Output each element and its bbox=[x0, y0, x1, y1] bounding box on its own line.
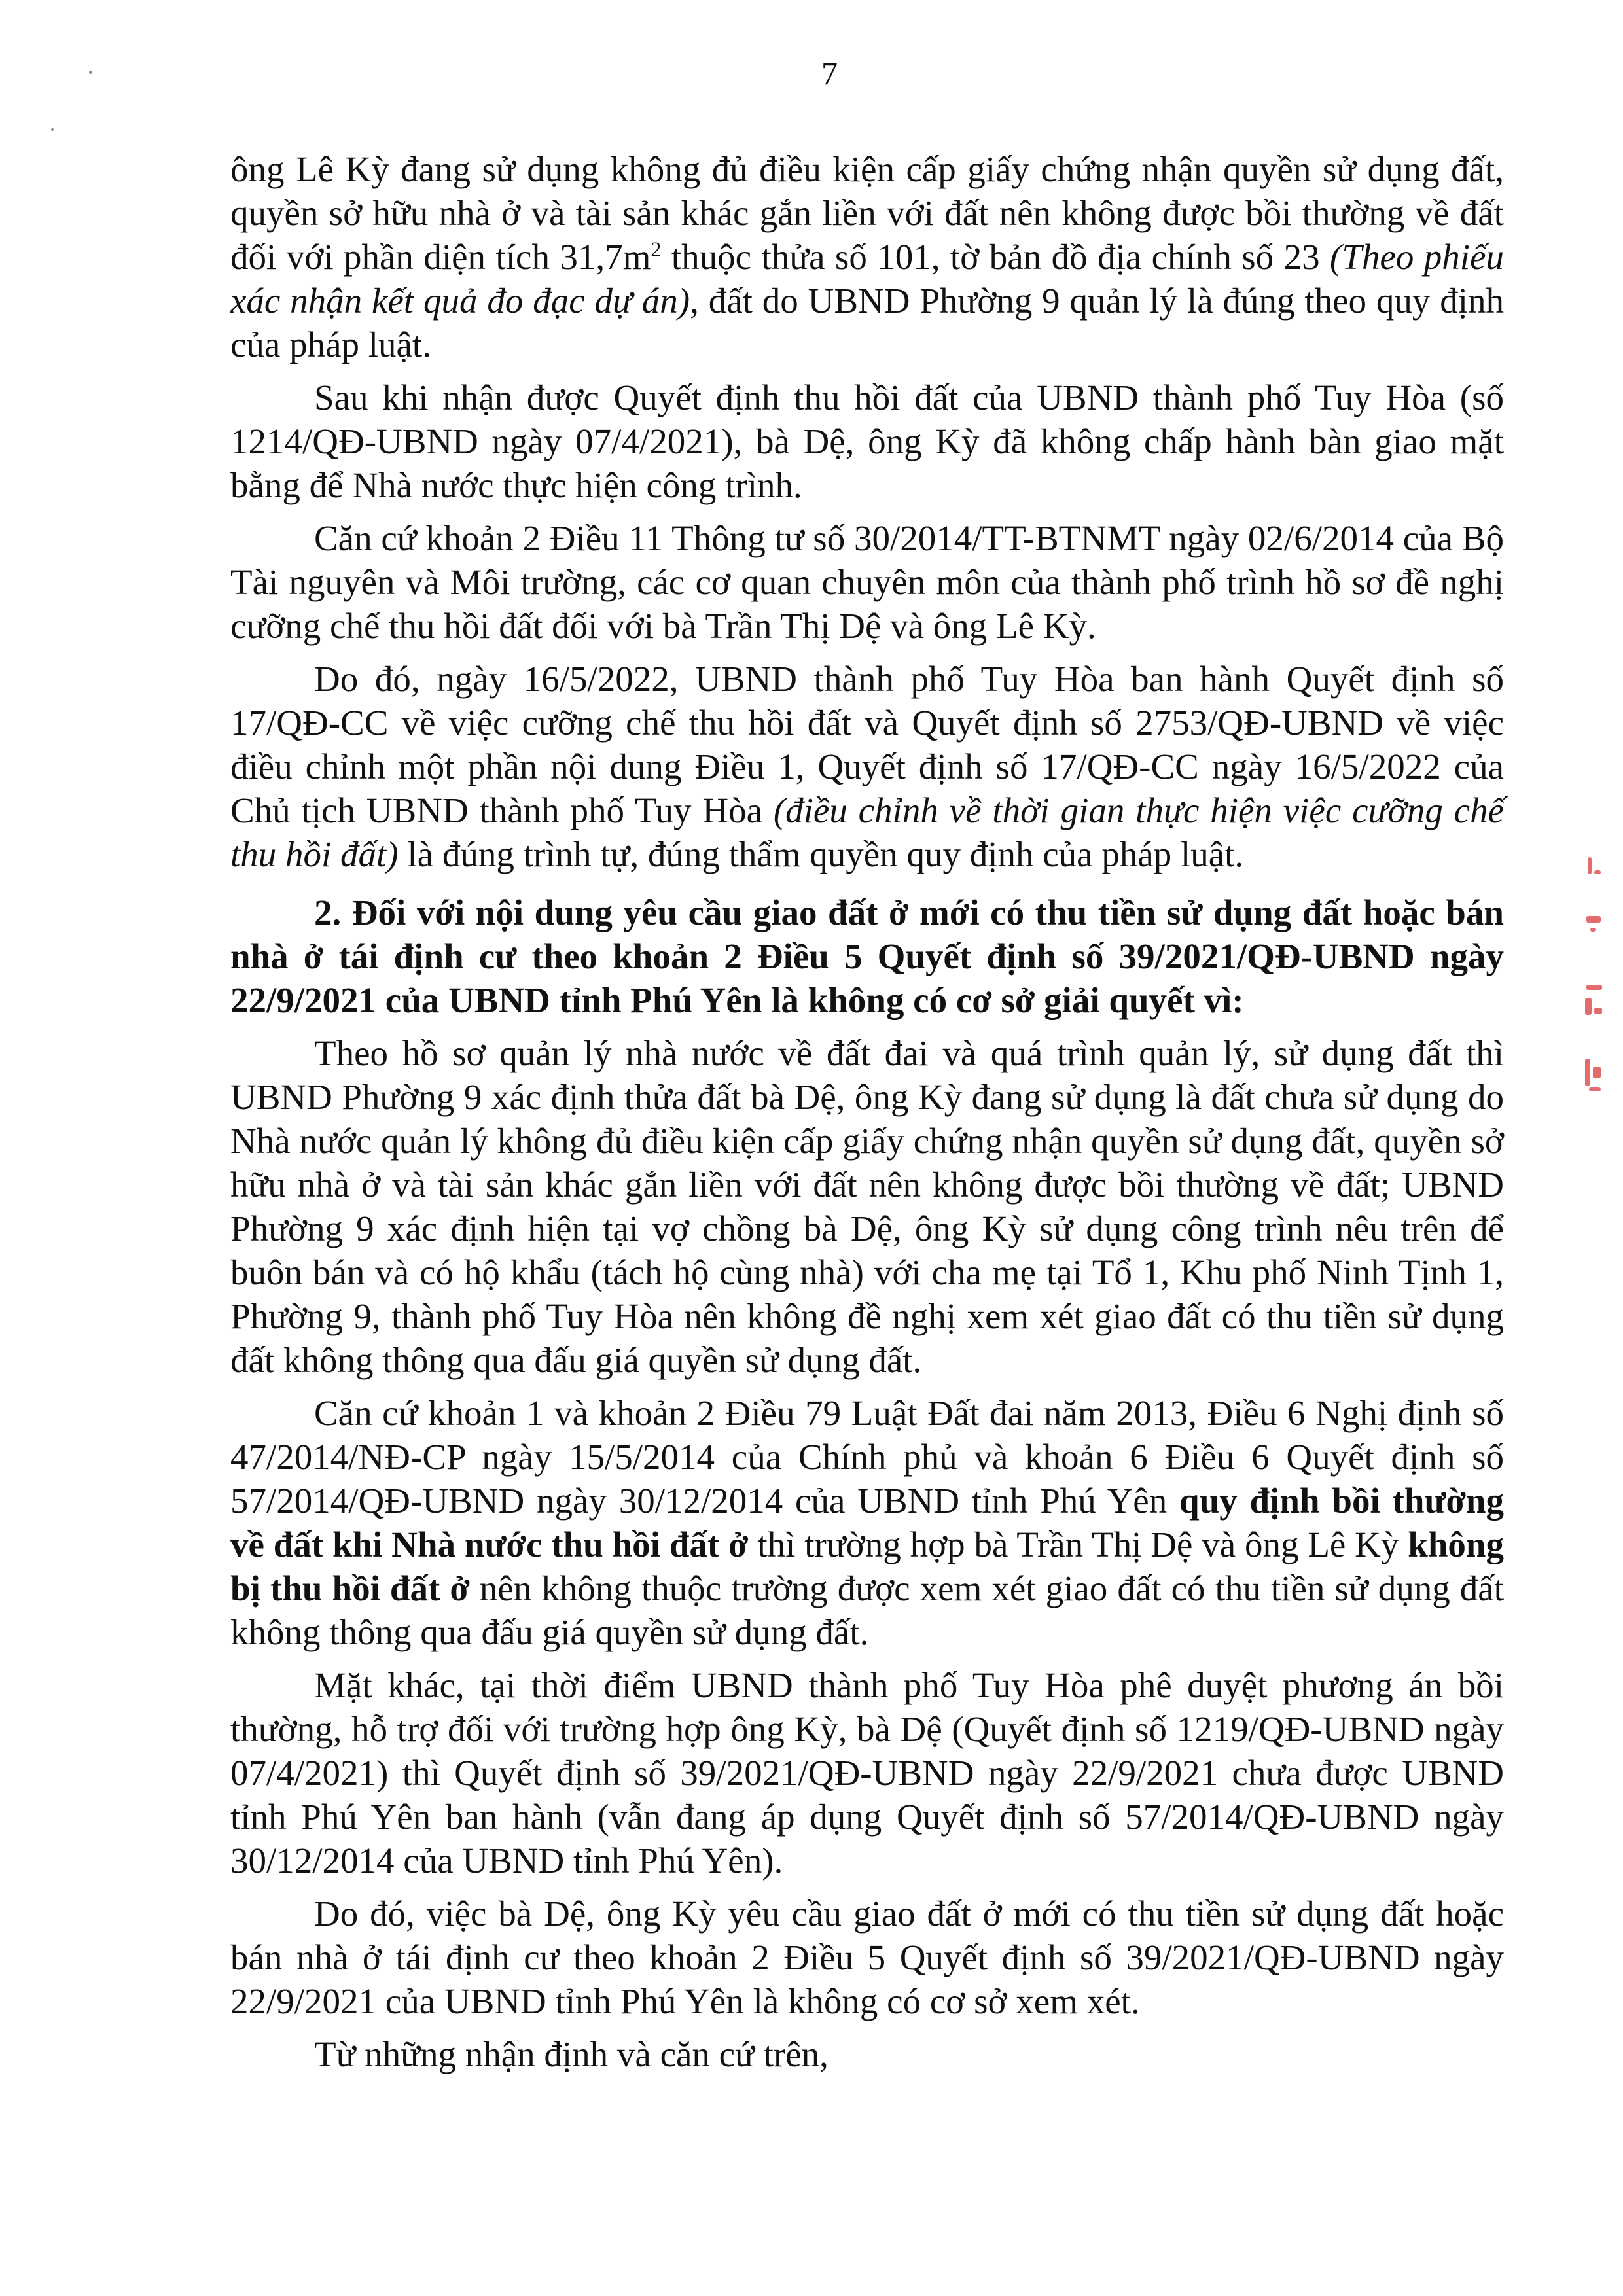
bold-phrase: quy định bồi thường về đất khi Nhà nước thu hồi đất ở bbox=[230, 1481, 1504, 1564]
page-number: 7 bbox=[821, 55, 838, 92]
superscript-exponent: 2 bbox=[651, 237, 662, 261]
paragraph-legal-basis-circular: Căn cứ khoản 2 Điều 11 Thông tư số 30/2014/TT-BTNMT ngày 02/6/2014 của Bộ Tài nguyên và Môi trường, các cơ quan chuyên môn của thành phố trình hồ sơ đề nghị cưỡng chế thu hồi đất đối với bà Trần Thị Dệ và ông Lê Kỳ. bbox=[230, 518, 1504, 646]
document-body bbox=[230, 147, 1504, 2076]
paragraph-closing: Từ những nhận định và căn cứ trên, bbox=[314, 2034, 829, 2074]
scan-speck bbox=[89, 71, 92, 74]
section-heading-2: 2. Đối với nội dung yêu cầu giao đất ở mới có thu tiền sử dụng đất hoặc bán nhà ở tái định cư theo khoản 2 Điều 5 Quyết định số 39/2021/QĐ-UBND ngày 22/9/2021 của UBND tỉnh Phú Yên là không có cơ sở giải quyết vì: bbox=[230, 892, 1504, 1020]
italic-note: (điều chỉnh về thời gian thực hiện việc cưỡng chế thu hồi đất) bbox=[230, 790, 1504, 874]
paragraph-approval-timing: Mặt khác, tại thời điểm UBND thành phố Tuy Hòa phê duyệt phương án bồi thường, hỗ trợ đối với trường hợp ông Kỳ, bà Dệ (Quyết định số 1219/QĐ-UBND ngày 07/4/2021) thì Quyết định số 39/2021/QĐ-UBND ngày 22/9/2021 chưa được UBND tỉnh Phú Yên ban hành (vẫn đang áp dụng Quyết định số 57/2014/QĐ-UBND ngày 30/12/2014 của UBND tỉnh Phú Yên). bbox=[230, 1665, 1504, 1881]
paragraph-land-recovery-decision: Sau khi nhận được Quyết định thu hồi đất của UBND thành phố Tuy Hòa (số 1214/QĐ-UBND ngày 07/4/2021), bà Dệ, ông Kỳ đã không chấp hành bàn giao mặt bằng để Nhà nước thực hiện công trình. bbox=[230, 378, 1504, 505]
red-seal-edge bbox=[1582, 851, 1606, 1112]
bold-phrase: không bị thu hồi đất ở bbox=[230, 1525, 1504, 1608]
paragraph-conclusion: Do đó, việc bà Dệ, ông Kỳ yêu cầu giao đất ở mới có thu tiền sử dụng đất hoặc bán nhà ở tái định cư theo khoản 2 Điều 5 Quyết định số 39/2021/QĐ-UBND ngày 22/9/2021 của UBND tỉnh Phú Yên là không có cơ sở xem xét. bbox=[230, 1894, 1504, 2021]
paragraph-enforcement-decision: Do đó, ngày 16/5/2022, UBND thành phố Tuy Hòa ban hành Quyết định số 17/QĐ-CC về việc cưỡng chế thu hồi đất và Quyết định số 2753/QĐ-UBND về việc điều chỉnh một phần nội dung Điều 1, Quyết định số 17/QĐ-CC ngày 16/5/2022 của Chủ tịch UBND thành phố Tuy Hòa (điều chỉnh về thời gian thực hiện việc cưỡng chế thu hồi đất) là đúng trình tự, đúng thẩm quyền quy định của pháp luật. bbox=[230, 659, 1504, 874]
paragraph-land-management-records: Theo hồ sơ quản lý nhà nước về đất đai và quá trình quản lý, sử dụng đất thì UBND Phường 9 xác định thửa đất bà Dệ, ông Kỳ đang sử dụng là đất chưa sử dụng do Nhà nước quản lý không đủ điều kiện cấp giấy chứng nhận quyền sử dụng đất, quyền sở hữu nhà ở và tài sản khác gắn liền với đất nên không được bồi thường về đất; UBND Phường 9 xác định hiện tại vợ chồng bà Dệ, ông Kỳ sử dụng công trình nêu trên để buôn bán và có hộ khẩu (tách hộ cùng nhà) với cha mẹ tại Tổ 1, Khu phố Ninh Tịnh 1, Phường 9, thành phố Tuy Hòa nên không đề nghị xem xét giao đất có thu tiền sử dụng đất không thông qua đấu giá quyền sử dụng đất. bbox=[230, 1033, 1504, 1380]
scan-speck bbox=[51, 128, 54, 131]
italic-note: (Theo phiếu xác nhận kết quả đo đạc dự án) bbox=[230, 237, 1504, 321]
paragraph-legal-basis-land-law: Căn cứ khoản 1 và khoản 2 Điều 79 Luật Đất đai năm 2013, Điều 6 Nghị định số 47/2014/NĐ-CP ngày 15/5/2014 của Chính phủ và khoản 6 Điều 6 Quyết định số 57/2014/QĐ-UBND ngày 30/12/2014 của UBND tỉnh Phú Yên quy định bồi thường về đất khi Nhà nước thu hồi đất ở thì trường hợp bà Trần Thị Dệ và ông Lê Kỳ không bị thu hồi đất ở nên không thuộc trường được xem xét giao đất có thu tiền sử dụng đất không thông qua đấu giá quyền sử dụng đất. bbox=[230, 1393, 1504, 1652]
paragraph-continuation: ông Lê Kỳ đang sử dụng không đủ điều kiện cấp giấy chứng nhận quyền sử dụng đất, quyền sở hữu nhà ở và tài sản khác gắn liền với đất nên không được bồi thường về đất đối với phần diện tích $31,7m^2$ thuộc thửa số 101, tờ bản đồ địa chính số 23 (Theo phiếu xác nhận kết quả đo đạc dự án), đất do UBND Phường 9 quản lý là đúng theo quy định của pháp luật. bbox=[230, 149, 1505, 364]
